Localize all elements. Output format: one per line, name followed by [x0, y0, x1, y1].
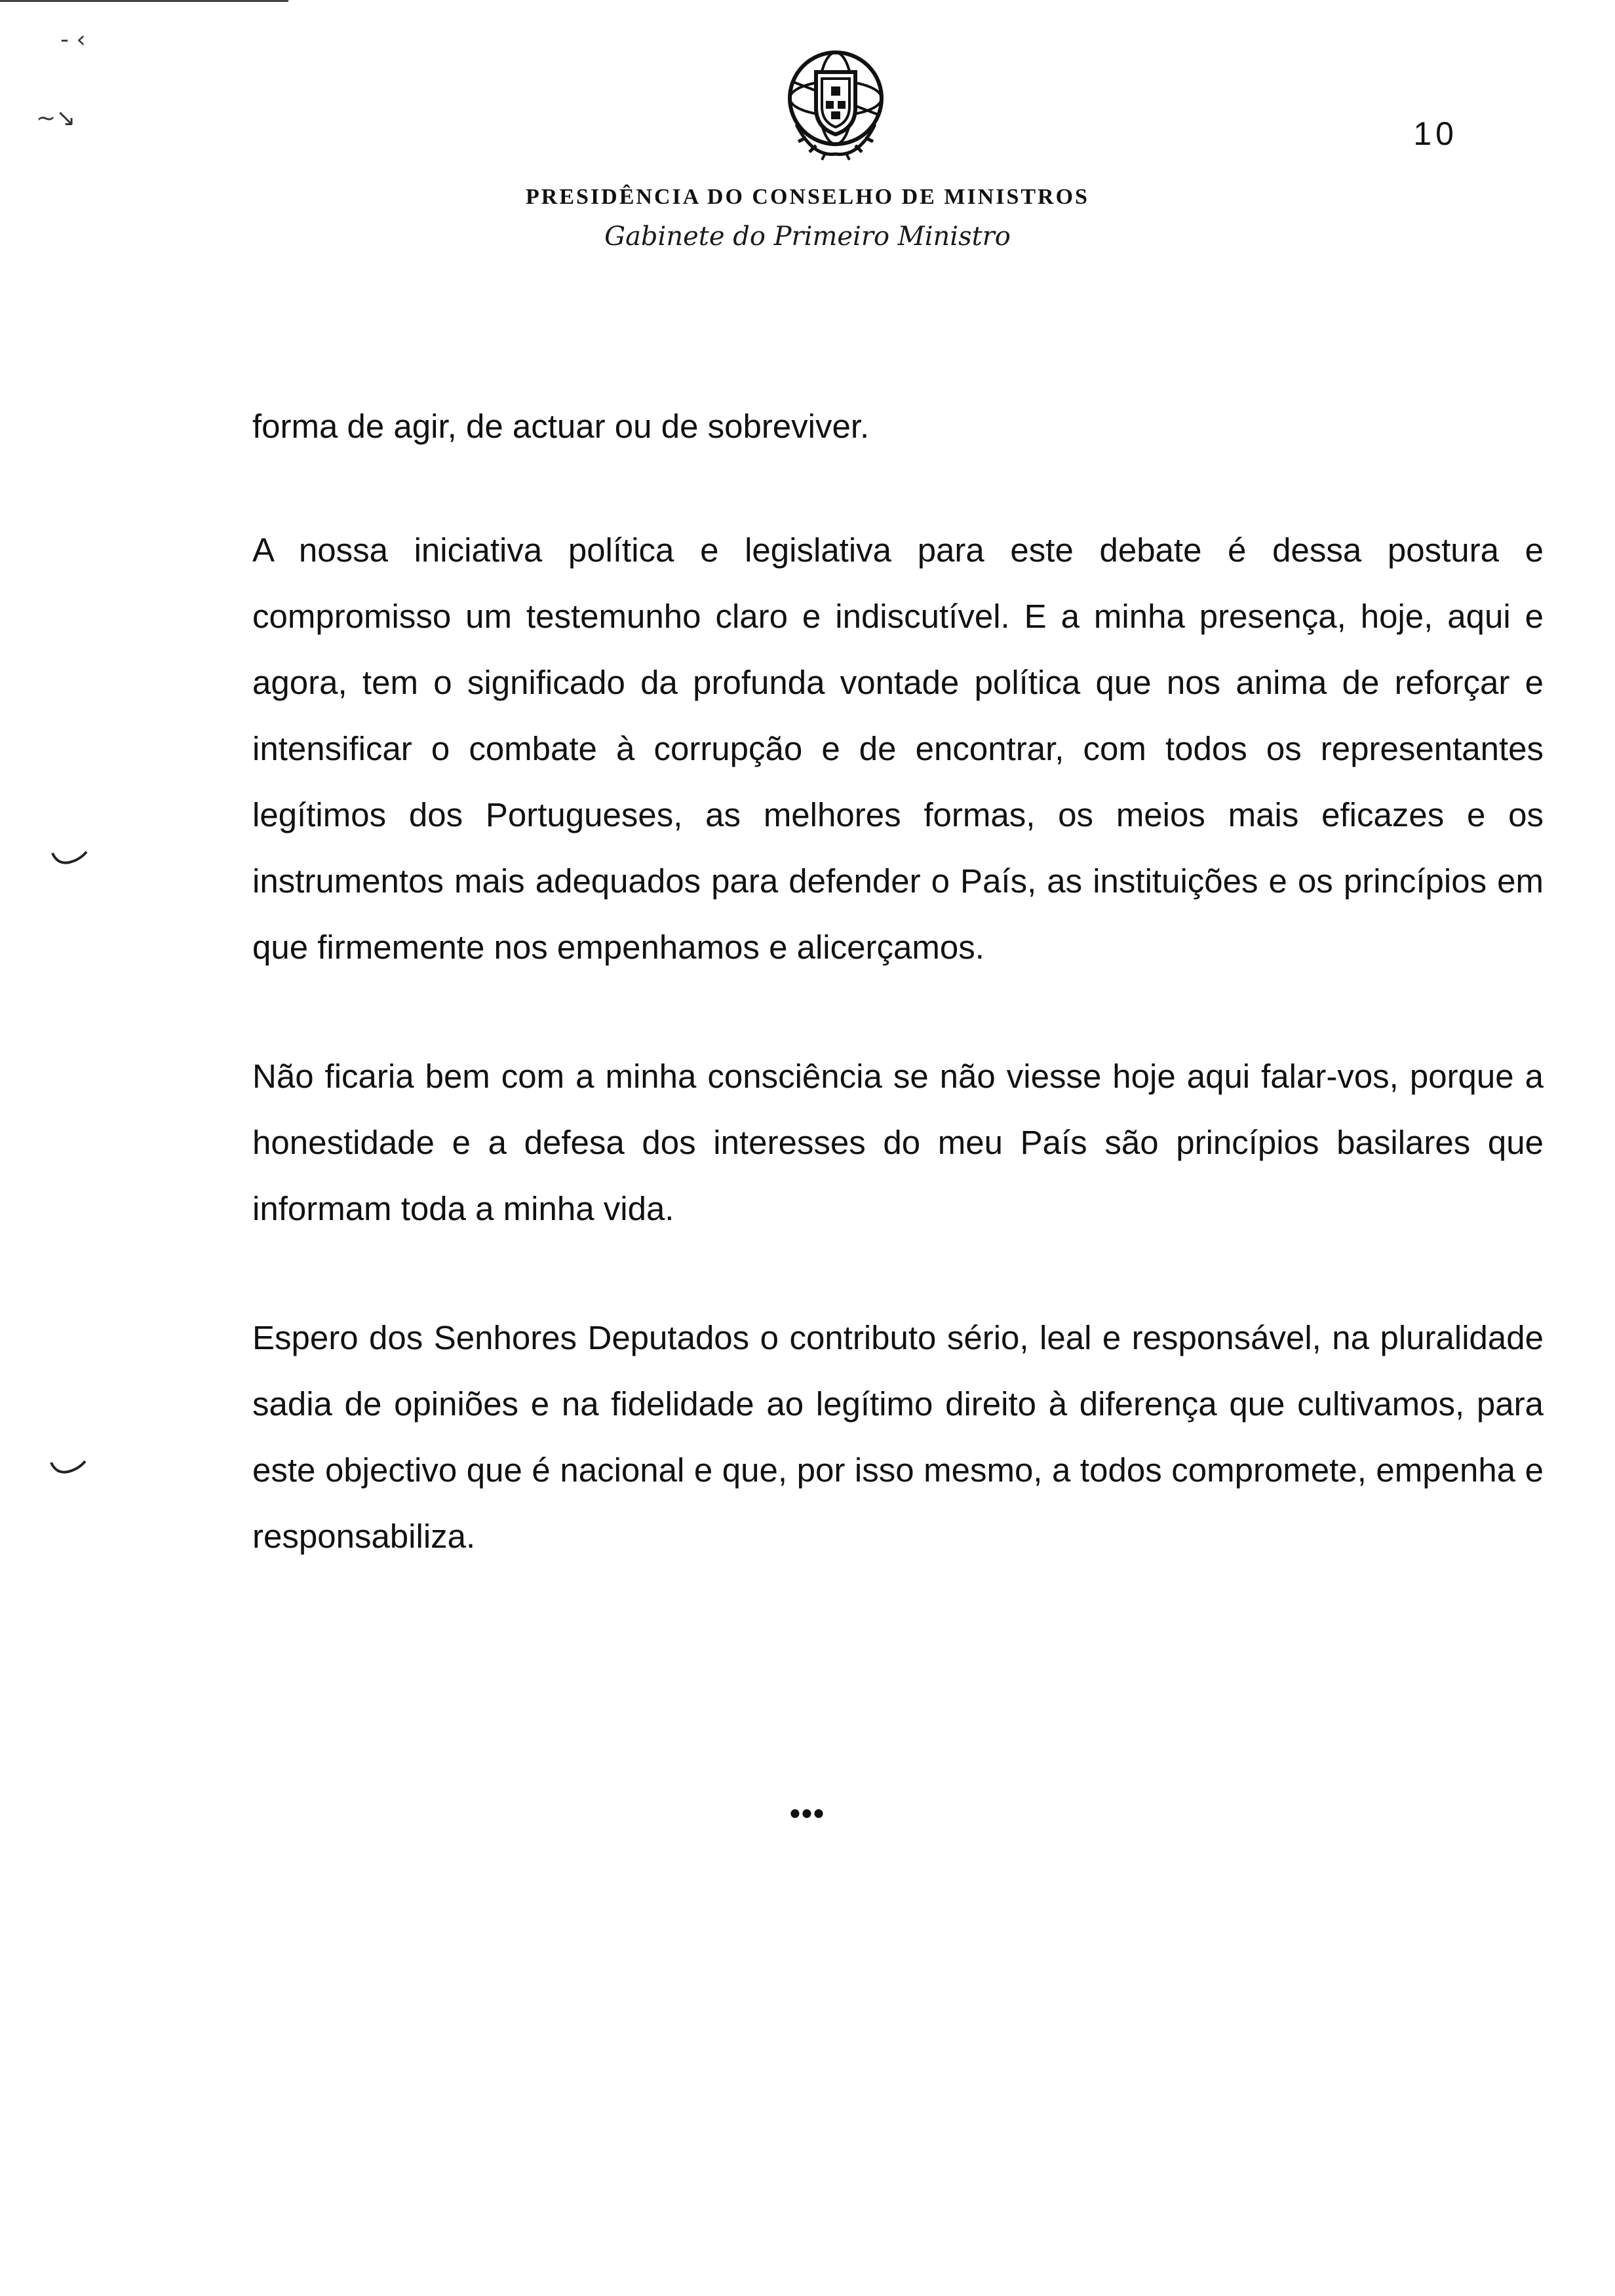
paragraph-2: A nossa iniciativa política e legislativa para este debate é dessa postura e compromisso um testemunho claro e indiscutível. E a minha presença, hoje, aqui e agora, tem o significado da profunda vontade política que nos anima de reforçar e intensificar o combate à corrupção e de encontrar, com todos os representantes legítimos dos Portugueses, as melhores formas, os meios mais eficazes e os instrumentos mais adequados para defender o País, as instituições e os princípios em que firmemente nos empenhamos e alicerçamos. [252, 531, 1544, 966]
body-text [252, 393, 1544, 1632]
closing-ellipsis: ••• [789, 1796, 826, 1830]
scan-mark-left: ~↘ [36, 105, 76, 132]
scan-top-rule [0, 0, 288, 2]
margin-check-mark [51, 851, 88, 866]
institution-title: PRESIDÊNCIA DO CONSELHO DE MINISTROS [526, 185, 1089, 209]
paragraph-4: Espero dos Senhores Deputados o contributo sério, leal e responsável, na pluralidade sadia de opiniões e na fidelidade ao legítimo direito à diferença que cultivamos, para este objectivo que é nacional e que, por isso mesmo, a todos compromete, empenha e responsabiliza. [252, 1319, 1544, 1555]
paragraph-3: Não ficaria bem com a minha consciência se não viesse hoje aqui falar-vos, porque a honestidade e a defesa dos interesses do meu País são princípios basilares que informam toda a minha vida. [252, 1058, 1544, 1227]
paragraph-1: forma de agir, de actuar ou de sobreviver. [252, 408, 870, 445]
scan-mark-top-left: - ‹ [60, 26, 86, 53]
office-subtitle: Gabinete do Primeiro Ministro [604, 221, 1011, 252]
portuguese-coat-of-arms-icon [780, 46, 891, 164]
page-number: 10 [1413, 115, 1458, 152]
margin-check-mark [50, 1460, 87, 1476]
